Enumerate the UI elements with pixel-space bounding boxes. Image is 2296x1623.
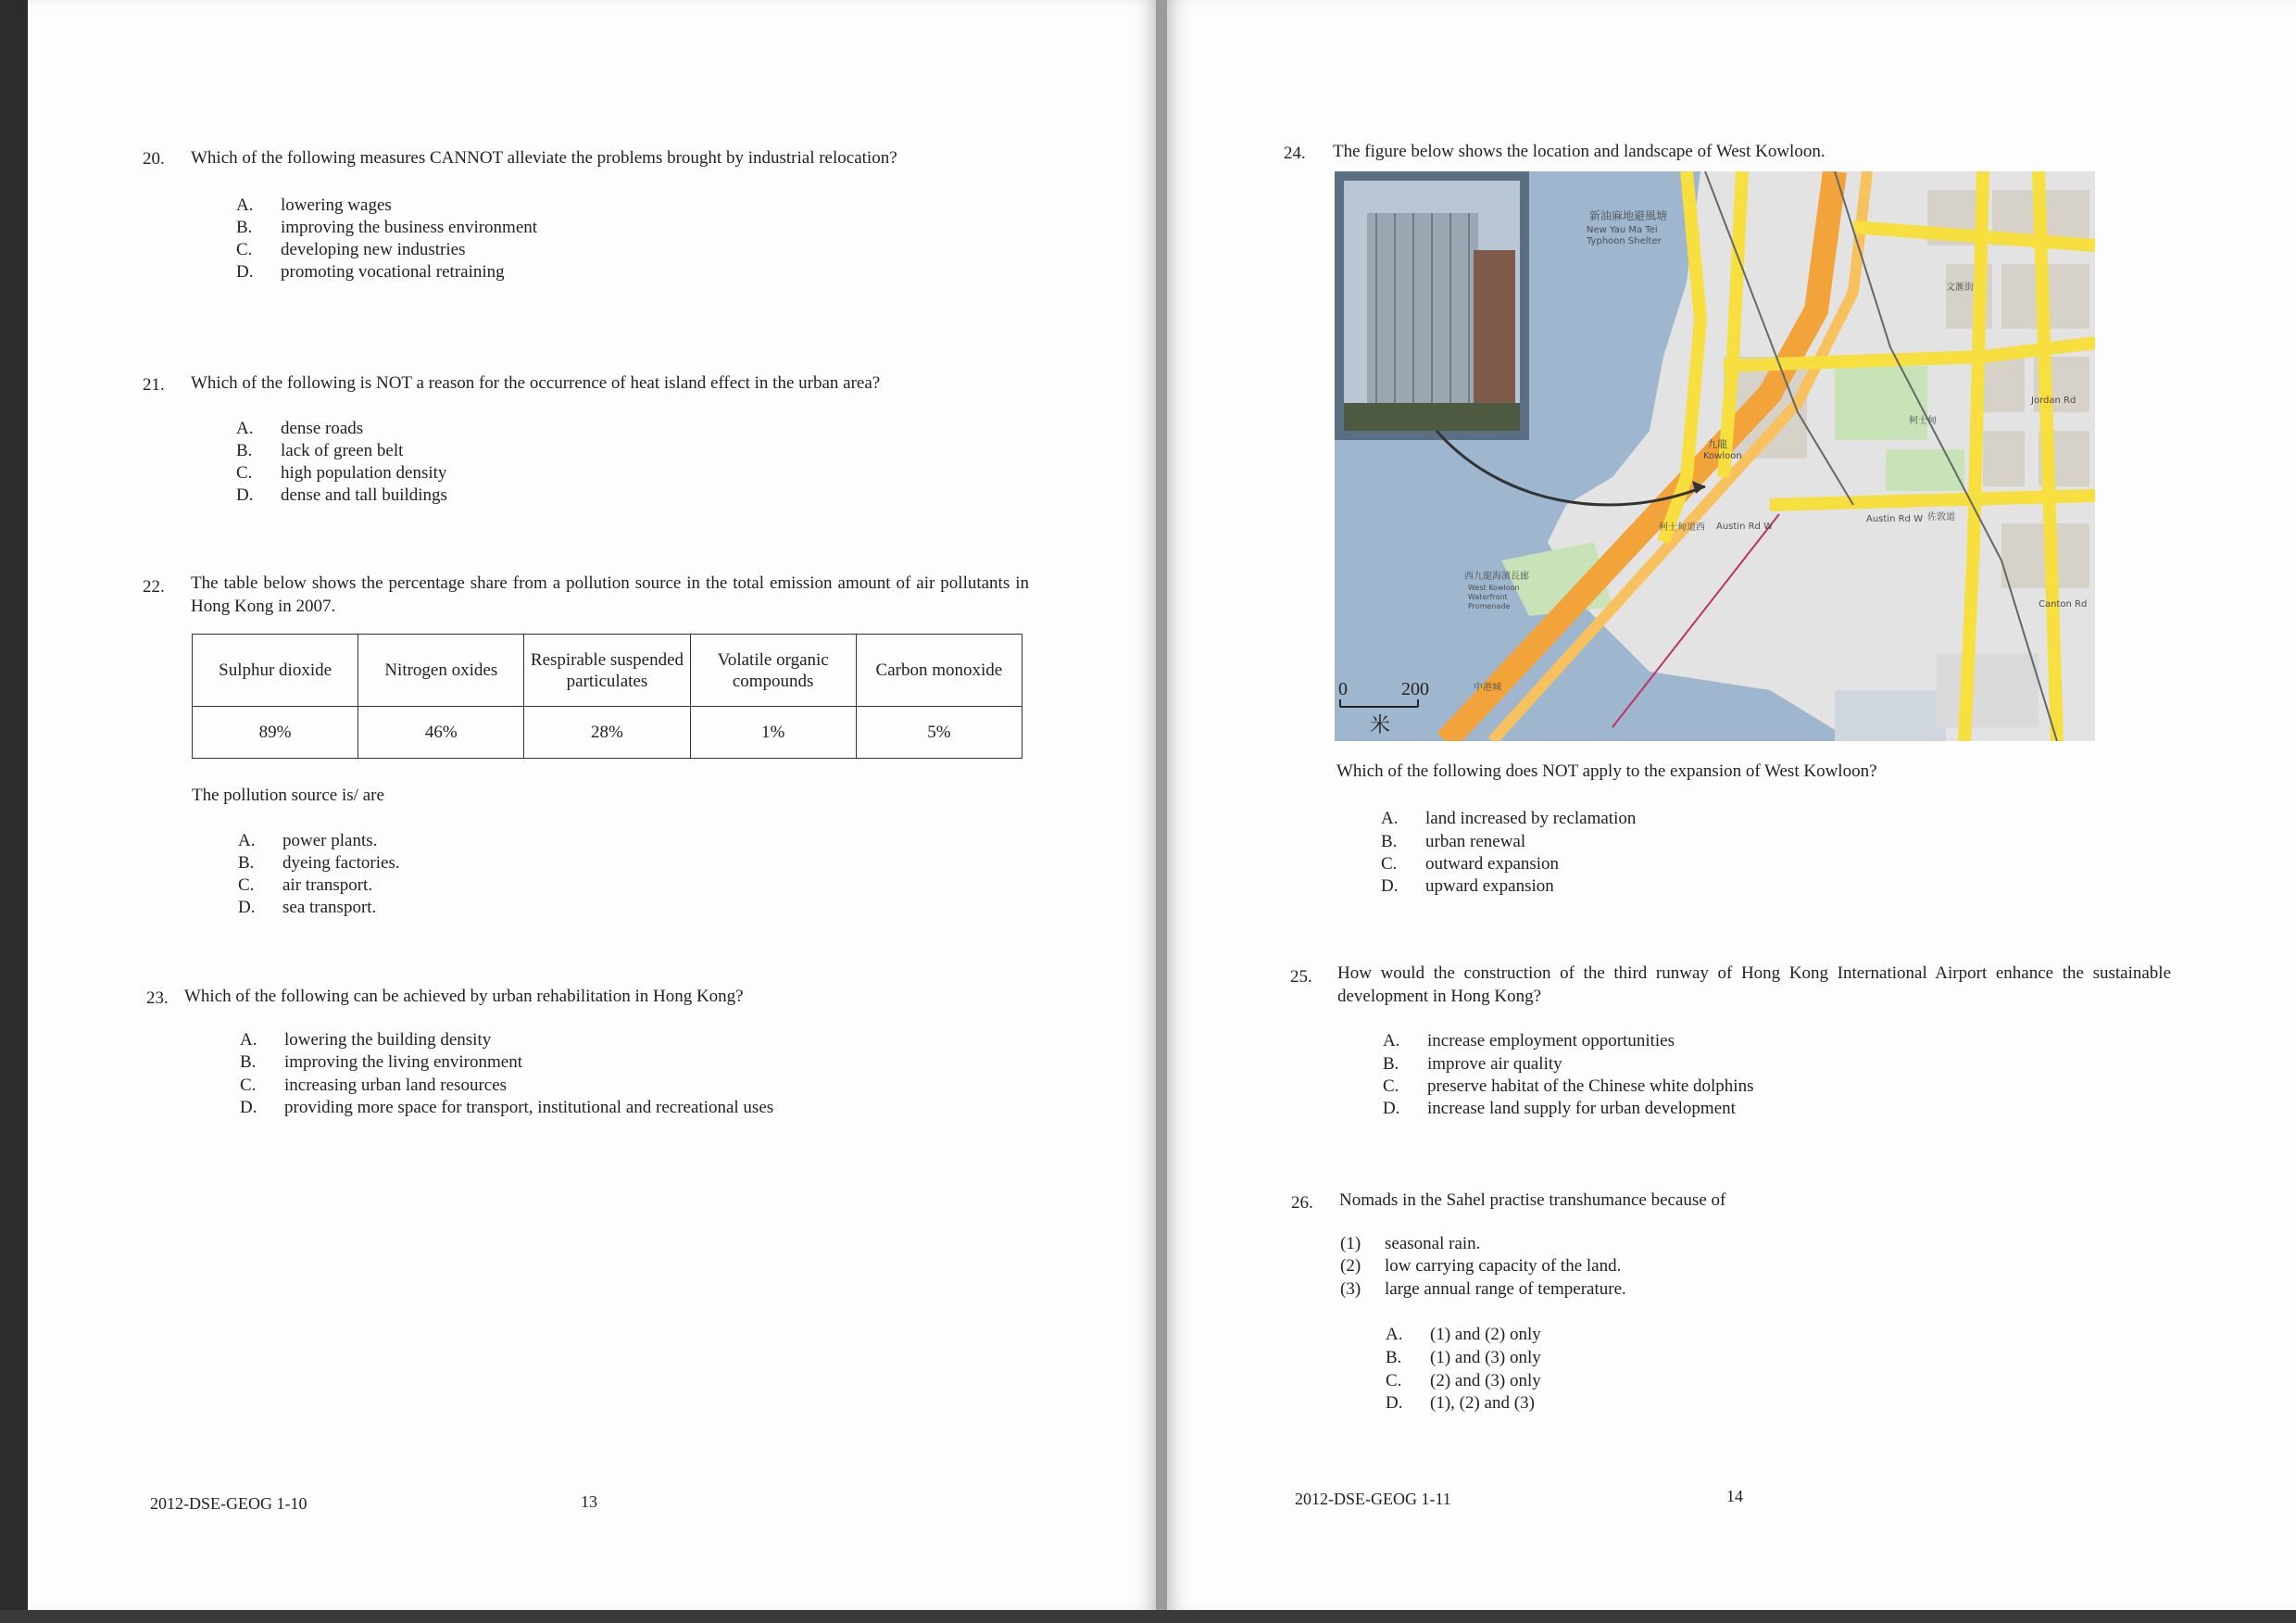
- shelter-label-en2: Typhoon Shelter: [1587, 236, 1662, 246]
- option-letter: B.: [238, 853, 255, 873]
- option-a: [1383, 1030, 1675, 1052]
- option-b: [240, 1051, 522, 1074]
- statement-2: [1340, 1255, 1621, 1277]
- scan-edge-bottom: [0, 1610, 2296, 1623]
- austin-station-label: 柯士甸: [1909, 416, 1937, 426]
- option-letter: D.: [1383, 1099, 1400, 1118]
- question-number: 22.: [143, 577, 165, 597]
- footer-code: 2012-DSE-GEOG 1-10: [150, 1494, 307, 1513]
- question-text: The table below shows the percentage share from a pollution source in the total emission amount of air pollutants in Hong Kong in 2007.: [191, 573, 1029, 616]
- option-a: [238, 830, 377, 852]
- austin-road-cn-label: 柯士甸道西: [1659, 522, 1705, 533]
- option-letter: C.: [1381, 854, 1398, 874]
- option-c: [1381, 853, 1559, 875]
- austin-road-label: Austin Rd W: [1866, 514, 1923, 524]
- option-d: [1381, 875, 1554, 898]
- terminal-label: 中港城: [1474, 683, 1501, 693]
- option-text: (1) and (3) only: [1430, 1348, 1541, 1367]
- option-text: improving the living environment: [284, 1052, 522, 1072]
- option-text: (1), (2) and (3): [1430, 1393, 1535, 1413]
- question-number: 20.: [143, 149, 165, 169]
- table-header-cell: Carbon monoxide: [856, 635, 1022, 707]
- option-b: [1381, 831, 1525, 853]
- option-text: improving the business environment: [281, 218, 538, 237]
- option-d: [240, 1097, 773, 1119]
- question-stem: The pollution source is/ are: [192, 786, 384, 805]
- option-letter: B.: [240, 1052, 257, 1072]
- option-b: [1383, 1053, 1562, 1076]
- statement-number: (2): [1340, 1256, 1361, 1276]
- option-letter: C.: [238, 875, 255, 895]
- option-letter: A.: [236, 419, 254, 438]
- option-letter: A.: [1383, 1031, 1400, 1051]
- statement-text: large annual range of temperature.: [1385, 1279, 1626, 1299]
- option-d: [238, 897, 376, 919]
- option-text: increasing urban land resources: [284, 1076, 508, 1095]
- option-c: [238, 874, 372, 897]
- question-number: 21.: [143, 375, 165, 395]
- option-d: [1386, 1392, 1535, 1415]
- option-text: preserve habitat of the Chinese white dolphins: [1427, 1076, 1754, 1096]
- statement-number: (1): [1340, 1234, 1361, 1253]
- canton-road-label: Canton Rd: [2039, 599, 2088, 610]
- table-value-cell: 89%: [193, 707, 358, 759]
- option-text: providing more space for transport, institutional and recreational uses: [284, 1098, 774, 1117]
- map-graphic: [1335, 171, 2095, 741]
- table-value-row: [193, 707, 1023, 759]
- option-text: developing new industries: [281, 240, 466, 259]
- option-d: [1383, 1098, 1736, 1120]
- question-number: 26.: [1291, 1193, 1313, 1213]
- option-letter: C.: [1383, 1076, 1399, 1096]
- scale-200: 200: [1401, 679, 1429, 699]
- promenade-label-en2: Waterfront: [1468, 593, 1508, 601]
- option-text: lowering the building density: [284, 1030, 492, 1050]
- option-text: outward expansion: [1425, 854, 1560, 874]
- option-text: upward expansion: [1425, 876, 1554, 896]
- question-text: Nomads in the Sahel practise transhumance because of: [1339, 1190, 1726, 1210]
- question-text: Which of the following measures CANNOT alleviate the problems brought by industrial relocation?: [191, 148, 897, 168]
- option-text: land increased by reclamation: [1425, 809, 1637, 828]
- scale-unit: 米: [1370, 714, 1391, 737]
- option-text: improve air quality: [1427, 1054, 1562, 1074]
- table-value-cell: 28%: [524, 707, 690, 759]
- table-header-cell: Sulphur dioxide: [193, 635, 358, 707]
- option-a: [1386, 1324, 1541, 1346]
- statement-text: low carrying capacity of the land.: [1385, 1256, 1622, 1276]
- question-text: How would the construction of the third runway of Hong Kong International Airport enhance the sustainable development in Hong Kong?: [1337, 963, 2171, 1006]
- option-letter: B.: [1381, 832, 1398, 851]
- promenade-label-en3: Promenade: [1468, 602, 1511, 610]
- option-letter: D.: [238, 898, 256, 917]
- option-text: (1) and (2) only: [1430, 1325, 1541, 1344]
- option-text: dense and tall buildings: [281, 485, 447, 505]
- austin-road-w-label: Austin Rd W: [1716, 522, 1773, 532]
- option-text: air transport.: [282, 875, 373, 895]
- option-text: (2) and (3) only: [1430, 1371, 1541, 1390]
- option-text: promoting vocational retraining: [281, 262, 505, 282]
- scan-edge-left: [0, 0, 28, 1623]
- option-letter: B.: [236, 218, 253, 237]
- option-c: [240, 1075, 507, 1097]
- option-letter: D.: [1381, 876, 1399, 896]
- option-a: [236, 195, 392, 217]
- option-text: urban renewal: [1425, 832, 1526, 851]
- option-letter: A.: [238, 831, 256, 850]
- table-header-cell: Nitrogen oxides: [358, 635, 524, 707]
- option-d: [236, 261, 505, 283]
- shelter-label-cn: 新油麻地避風塘: [1589, 209, 1668, 222]
- option-text: sea transport.: [282, 898, 377, 917]
- option-c: [1386, 1370, 1541, 1392]
- option-c: [1383, 1076, 1753, 1098]
- option-a: [1381, 808, 1636, 830]
- option-a: [240, 1029, 491, 1051]
- page-number: 14: [1726, 1487, 1743, 1505]
- table-header-row: [193, 635, 1023, 707]
- option-text: dense roads: [281, 419, 364, 438]
- option-text: high population density: [281, 463, 447, 483]
- street-label: 文滙街: [1946, 283, 1974, 293]
- promenade-label-cn: 西九龍海濱長廊: [1464, 572, 1529, 582]
- footer-code: 2012-DSE-GEOG 1-11: [1295, 1490, 1451, 1508]
- jordan-cn-label: 佐敦道: [1927, 512, 1955, 522]
- option-letter: B.: [1386, 1348, 1402, 1367]
- option-c: [236, 239, 465, 261]
- option-a: [236, 418, 363, 440]
- option-text: dyeing factories.: [282, 853, 400, 873]
- question-text: Which of the following can be achieved by urban rehabilitation in Hong Kong?: [184, 987, 744, 1006]
- promenade-label-en1: West Kowloon: [1468, 584, 1520, 592]
- question-text: Which of the following is NOT a reason for the occurrence of heat island effect in the urban area?: [191, 373, 881, 393]
- shelter-label-en1: New Yau Ma Tei: [1587, 225, 1658, 235]
- option-letter: C.: [1386, 1371, 1402, 1390]
- option-b: [236, 217, 537, 239]
- kowloon-label-en: Kowloon: [1703, 451, 1742, 461]
- page-number: 13: [581, 1492, 597, 1511]
- table-value-cell: 46%: [358, 707, 524, 759]
- option-letter: D.: [1386, 1393, 1403, 1413]
- table-value-cell: 5%: [856, 707, 1022, 759]
- option-b: [1386, 1347, 1541, 1369]
- statement-text: seasonal rain.: [1385, 1234, 1481, 1253]
- option-text: lack of green belt: [281, 441, 404, 460]
- pollution-table: [192, 634, 1023, 759]
- option-letter: A.: [1381, 809, 1399, 828]
- option-letter: A.: [236, 195, 254, 215]
- question-stem: Which of the following does NOT apply to the expansion of West Kowloon?: [1336, 761, 1877, 781]
- option-letter: D.: [240, 1098, 257, 1117]
- statement-number: (3): [1340, 1279, 1361, 1299]
- option-letter: A.: [240, 1030, 257, 1050]
- option-text: increase employment opportunities: [1427, 1031, 1675, 1051]
- option-letter: D.: [236, 485, 254, 505]
- scale-zero: 0: [1338, 679, 1348, 699]
- option-letter: B.: [236, 441, 253, 460]
- question-number: 25.: [1290, 967, 1312, 987]
- table-value-cell: 1%: [690, 707, 856, 759]
- west-kowloon-figure: [1335, 171, 2095, 741]
- option-letter: B.: [1383, 1054, 1399, 1074]
- statement-3: [1340, 1278, 1626, 1301]
- kowloon-label-cn: 九龍: [1707, 438, 1727, 450]
- option-c: [236, 462, 446, 484]
- question-text: The figure below shows the location and landscape of West Kowloon.: [1333, 142, 1826, 161]
- question-number: 23.: [146, 988, 169, 1008]
- statement-1: [1340, 1233, 1480, 1255]
- option-letter: A.: [1386, 1325, 1403, 1344]
- option-text: lowering wages: [281, 195, 392, 215]
- option-b: [236, 440, 403, 462]
- option-b: [238, 852, 400, 874]
- option-letter: C.: [236, 240, 253, 259]
- jordan-road-label: Jordan Rd: [2031, 396, 2076, 406]
- option-d: [236, 484, 447, 507]
- table-header-cell: Respirable suspended particulates: [524, 635, 690, 707]
- option-letter: C.: [240, 1076, 257, 1095]
- question-number: 24.: [1284, 144, 1306, 163]
- table-header-cell: Volatile organic compounds: [690, 635, 856, 707]
- option-letter: C.: [236, 463, 253, 483]
- book-spine: [1156, 0, 1167, 1623]
- option-text: increase land supply for urban development: [1427, 1099, 1736, 1118]
- option-text: power plants.: [282, 831, 378, 850]
- option-letter: D.: [236, 262, 254, 282]
